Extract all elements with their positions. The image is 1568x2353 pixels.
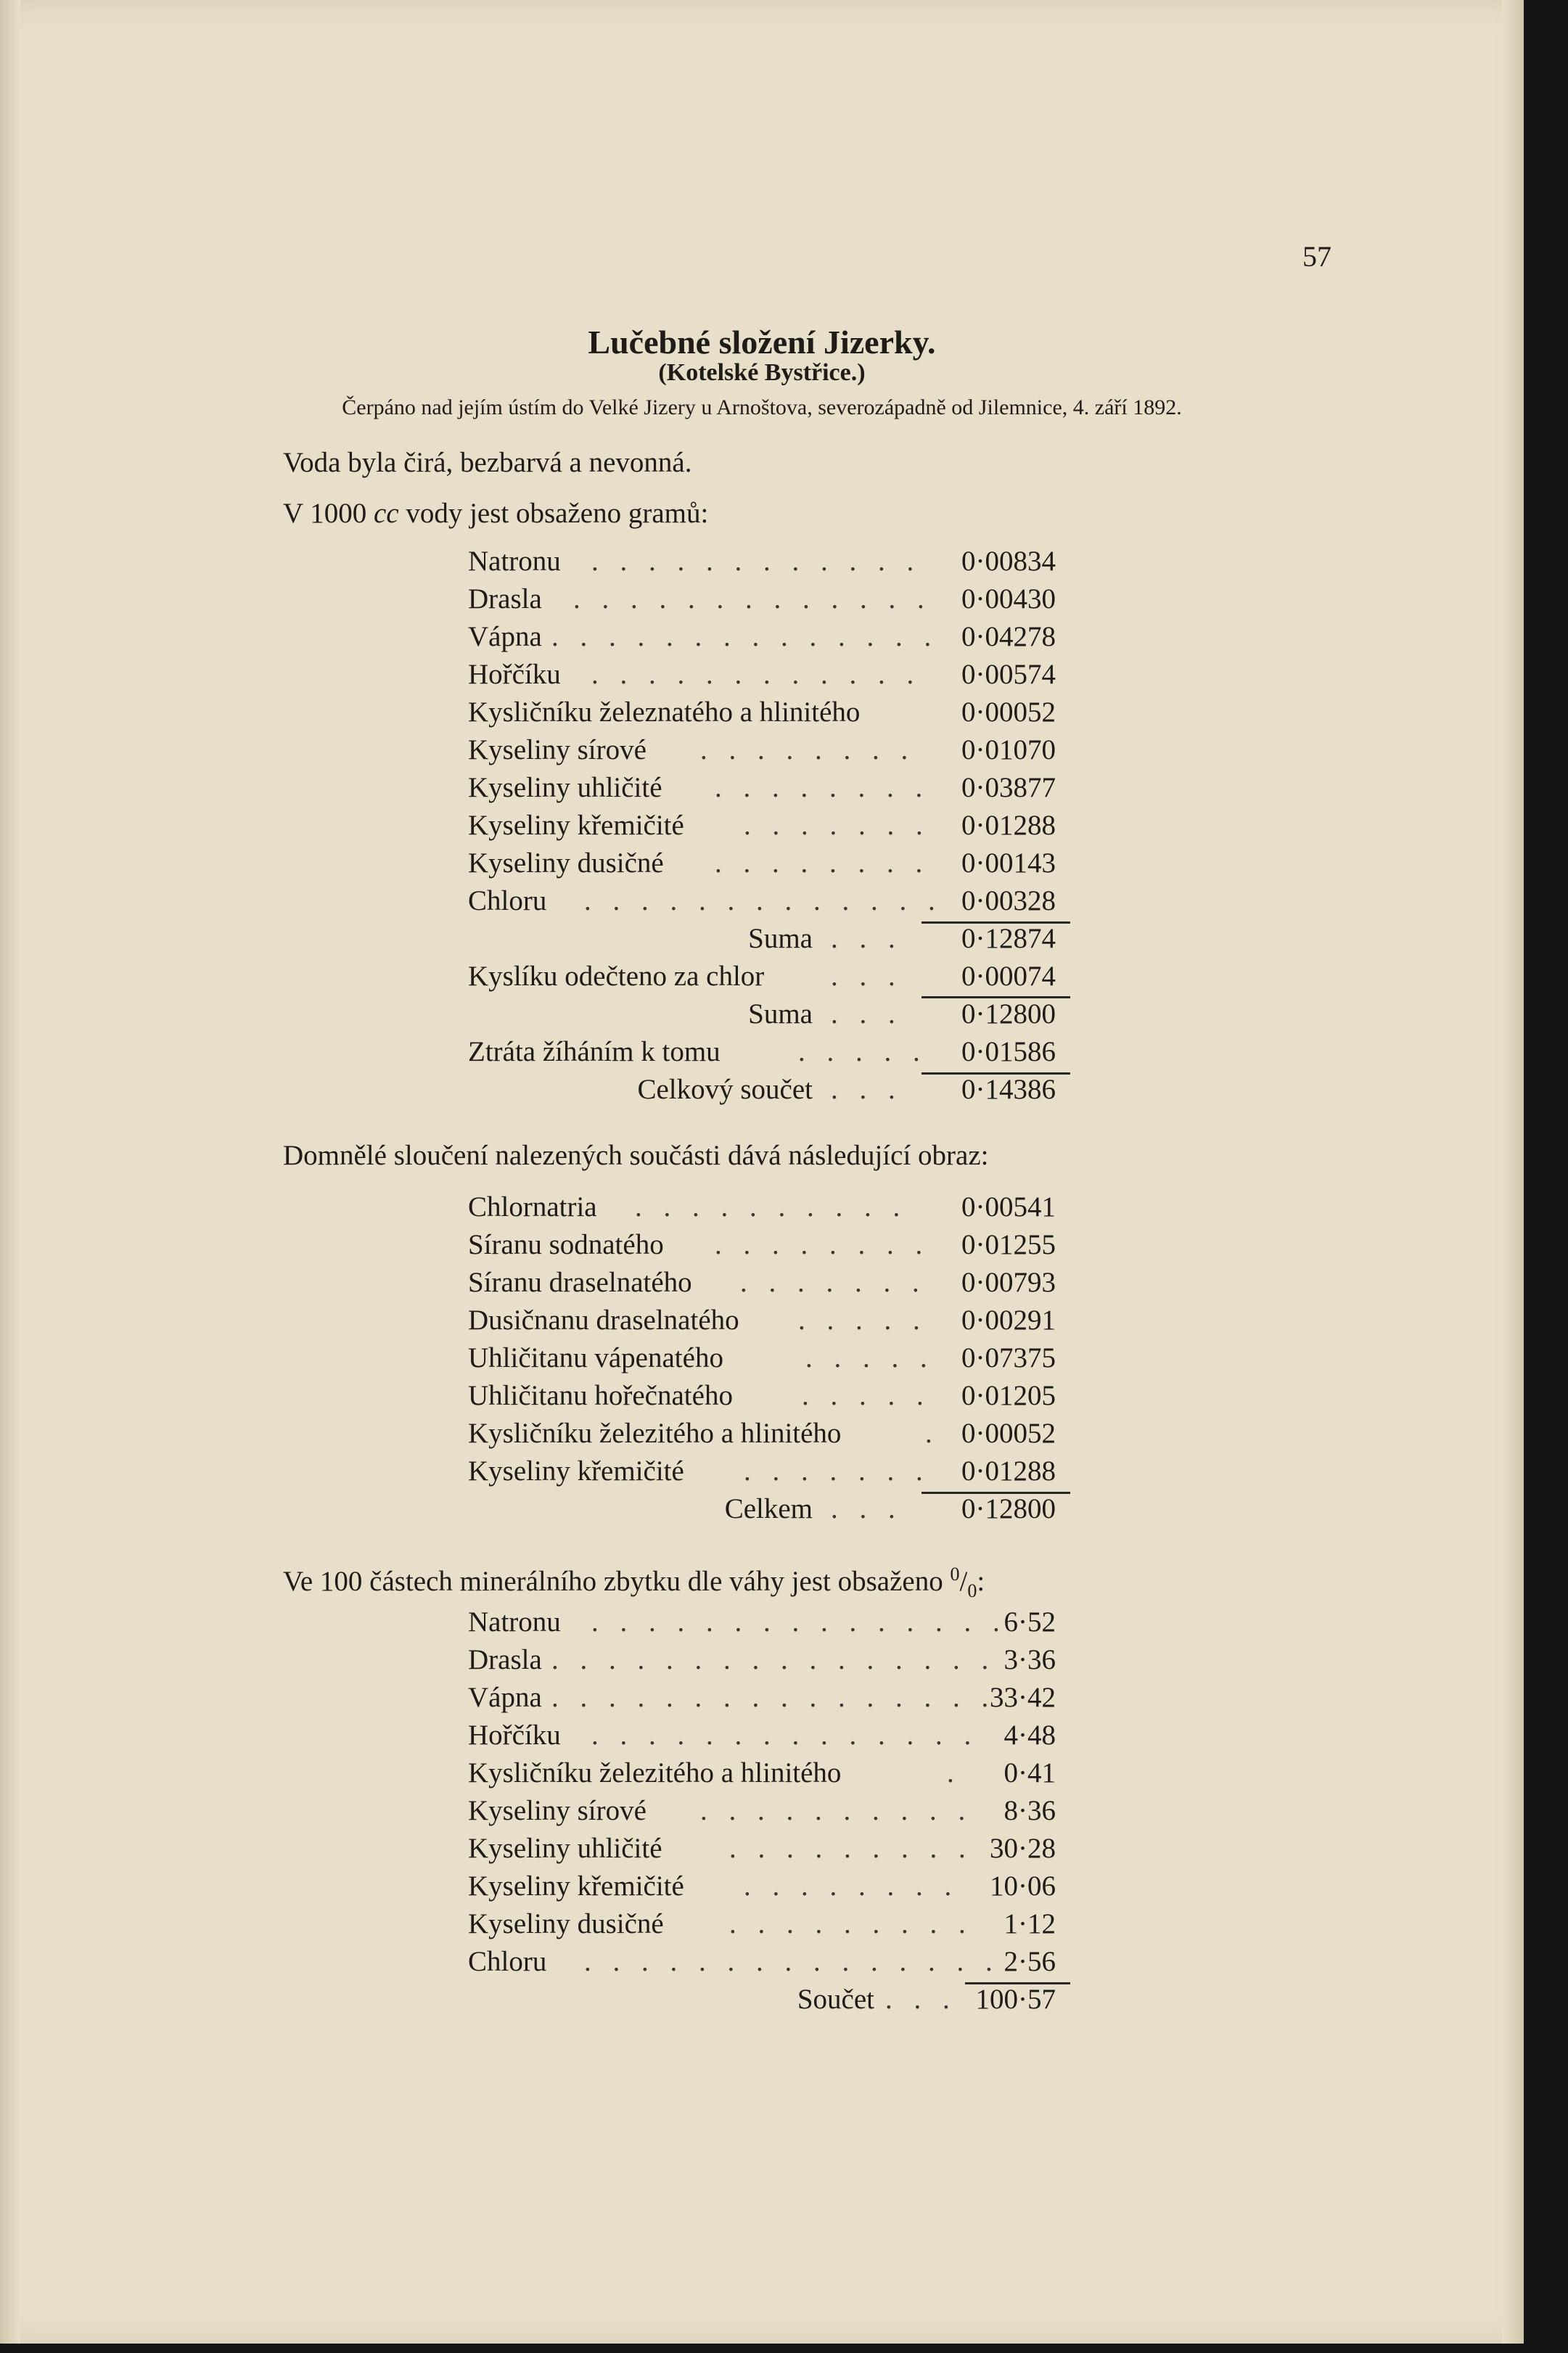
table-row xyxy=(468,958,1056,995)
row-value: 0·12800 xyxy=(961,1493,1056,1524)
percent-sup: 0 xyxy=(950,1564,960,1585)
row-label: Součet xyxy=(797,1984,874,2015)
leader-dots: . . . . . . . . xyxy=(715,847,930,879)
table-row xyxy=(468,920,1056,958)
row-label: Kyseliny sírové xyxy=(468,734,647,765)
row-value: 4·48 xyxy=(1003,1720,1056,1751)
leader-dots: . . . xyxy=(831,961,903,992)
leader-dots: . . . . . . . xyxy=(740,1267,927,1298)
row-label: Drasla xyxy=(468,583,542,615)
leader-dots: . . . . . . . xyxy=(744,1455,930,1487)
row-label: Celkem xyxy=(724,1493,813,1524)
table-row xyxy=(468,1033,1056,1071)
page-title: Lučebné složení Jizerky. xyxy=(588,324,936,361)
row-label: Kysličníku železnatého a hlinitého xyxy=(468,697,861,728)
row-value: 2·56 xyxy=(1003,1946,1056,1977)
row-label: Kyseliny dusičné xyxy=(468,1908,664,1939)
table-row xyxy=(468,1264,1056,1302)
row-label: Kyseliny uhličité xyxy=(468,772,662,803)
row-label: Natronu xyxy=(468,546,561,577)
percent-slash: / xyxy=(959,1566,968,1597)
leader-dots: . . . . . xyxy=(798,1305,927,1336)
row-value: 0·01205 xyxy=(961,1380,1056,1411)
leader-dots: . . . . . . . . . . . . . . . . xyxy=(551,1644,996,1675)
table-row xyxy=(468,1905,1056,1943)
sampling-note: Čerpáno nad jejím ústím do Velké Jizery u Arnoštova, severozápadně od Jilemnice, 4. září 1892. xyxy=(342,395,1182,419)
leader-dots: . . . xyxy=(831,998,903,1030)
row-label: Vápna xyxy=(468,621,542,652)
table-row xyxy=(468,1188,1056,1226)
table-row xyxy=(468,543,1056,580)
table-row xyxy=(468,1679,1056,1717)
table-row xyxy=(468,807,1056,845)
leader-dots: . . . . . . . . xyxy=(715,1229,930,1260)
table-row xyxy=(468,1415,1056,1453)
row-value: 0·03877 xyxy=(961,772,1056,803)
table-row xyxy=(468,580,1056,618)
row-value: 0·01288 xyxy=(961,1455,1056,1487)
table-row xyxy=(468,1339,1056,1377)
row-value: 0·00430 xyxy=(961,583,1056,615)
row-value: 6·52 xyxy=(1003,1606,1056,1638)
row-label: Síranu draselnatého xyxy=(468,1267,692,1298)
leader-dots: . . . . . . . . xyxy=(715,772,930,803)
row-value: 0·00052 xyxy=(961,1418,1056,1449)
row-label: Suma xyxy=(748,998,813,1030)
leader-dots: . . . . . xyxy=(805,1342,935,1373)
leader-dots: . . . xyxy=(831,1074,903,1105)
leader-dots: . . . . . . . xyxy=(744,810,930,841)
row-value: 0·01586 xyxy=(961,1036,1056,1067)
row-value: 0·12874 xyxy=(961,923,1056,954)
row-label: Kyseliny křemičité xyxy=(468,810,684,841)
row-label: Kyseliny křemičité xyxy=(468,1871,684,1902)
table-row xyxy=(468,618,1056,656)
row-value: 0·01070 xyxy=(961,734,1056,765)
row-label: Uhličitanu hořečnatého xyxy=(468,1380,733,1411)
table-row xyxy=(468,656,1056,694)
row-value: 0·00793 xyxy=(961,1267,1056,1298)
row-value: 0·00834 xyxy=(961,546,1056,577)
table-row xyxy=(468,1792,1056,1830)
page-number: 57 xyxy=(1302,240,1331,273)
table-row xyxy=(468,845,1056,882)
row-label: Drasla xyxy=(468,1644,542,1675)
row-value: 33·42 xyxy=(990,1682,1056,1713)
row-value: 0·07375 xyxy=(961,1342,1056,1373)
row-value: 30·28 xyxy=(990,1833,1056,1864)
table1-heading-unit: cc xyxy=(373,498,399,529)
heading-colon: : xyxy=(977,1566,985,1597)
leader-dots: . . . . . . . . xyxy=(744,1871,959,1902)
table-row xyxy=(468,1490,1056,1528)
row-label: Chlornatria xyxy=(468,1191,597,1223)
row-value: 0·00328 xyxy=(961,885,1056,916)
leader-dots: . . . . . . . . . . . . xyxy=(591,659,921,690)
leader-dots: . . . . . . . . . . . . xyxy=(591,546,921,577)
row-value: 0·41 xyxy=(1003,1757,1056,1789)
row-value: 0·14386 xyxy=(961,1074,1056,1105)
row-label: Síranu sodnatého xyxy=(468,1229,664,1260)
row-label: Kyslíku odečteno za chlor xyxy=(468,961,765,992)
row-label: Kysličníku železitého a hlinitého xyxy=(468,1757,842,1789)
row-label: Uhličitanu vápenatého xyxy=(468,1342,723,1373)
row-value: 8·36 xyxy=(1003,1795,1056,1826)
table-row xyxy=(468,1830,1056,1868)
table-row xyxy=(468,1943,1056,1981)
table1-heading xyxy=(283,497,708,530)
row-label: Hořčíku xyxy=(468,1720,561,1751)
leader-dots: . . . . . xyxy=(802,1380,931,1411)
leader-dots: . . . . . . . . . . . . . . . xyxy=(584,1946,1000,1977)
row-label: Kyseliny křemičité xyxy=(468,1455,684,1487)
table-row xyxy=(468,1603,1056,1641)
table-row xyxy=(468,1453,1056,1490)
row-value: 1·12 xyxy=(1003,1908,1056,1939)
table-row xyxy=(468,1754,1056,1792)
leader-dots: . . . . . . . . . . . . . xyxy=(584,885,943,916)
leader-dots: . . . . . . . . . . . . . . . xyxy=(591,1606,1007,1638)
leader-dots: . . . xyxy=(831,1493,903,1524)
table-row xyxy=(468,995,1056,1033)
row-label: Dusičnanu draselnatého xyxy=(468,1305,739,1336)
table-row xyxy=(468,769,1056,807)
row-value: 0·01288 xyxy=(961,810,1056,841)
leader-dots: . . . . . . . . xyxy=(700,734,916,765)
row-value: 10·06 xyxy=(990,1871,1056,1902)
row-label: Kyseliny dusičné xyxy=(468,847,664,879)
leader-dots: . xyxy=(925,1418,940,1449)
table-row xyxy=(468,1071,1056,1109)
row-label: Kyseliny uhličité xyxy=(468,1833,662,1864)
leader-dots: . . . . . . . . . . . . . . xyxy=(551,621,939,652)
table-row xyxy=(468,731,1056,769)
row-label: Kysličníku železitého a hlinitého xyxy=(468,1418,842,1449)
table2-heading: Domnělé sloučení nalezených součásti dává následující obraz: xyxy=(283,1140,989,1171)
leader-dots: . . . . . . . . . . . . . xyxy=(573,583,932,615)
table-row xyxy=(468,1377,1056,1415)
row-value: 0·00052 xyxy=(961,697,1056,728)
leader-dots: . . . xyxy=(831,923,903,954)
table1-heading-a: V 1000 xyxy=(283,498,374,529)
row-value: 3·36 xyxy=(1003,1644,1056,1675)
row-value: 0·00574 xyxy=(961,659,1056,690)
row-label: Celkový součet xyxy=(637,1074,813,1105)
row-value: 0·04278 xyxy=(961,621,1056,652)
row-label: Ztráta žíháním k tomu xyxy=(468,1036,721,1067)
leader-dots: . . . . . . . . . xyxy=(729,1908,973,1939)
table-row xyxy=(468,882,1056,920)
row-value: 100·57 xyxy=(975,1984,1056,2015)
row-label: Suma xyxy=(748,923,813,954)
row-label: Vápna xyxy=(468,1682,542,1713)
leader-dots: . . . . . xyxy=(798,1036,927,1067)
row-label: Chloru xyxy=(468,885,547,916)
table-row xyxy=(468,1302,1056,1339)
table3-heading-text: Ve 100 částech minerálního zbytku dle váhy jest obsaženo xyxy=(283,1566,951,1597)
row-label: Chloru xyxy=(468,1946,547,1977)
row-label: Hořčíku xyxy=(468,659,561,690)
row-value: 0·00291 xyxy=(961,1305,1056,1336)
leader-dots: . . . . . . . . . . . . . . xyxy=(591,1720,979,1751)
table-row xyxy=(468,1717,1056,1754)
page-subtitle: (Kotelské Bystřice.) xyxy=(658,359,866,386)
table-row xyxy=(468,1981,1056,2019)
leader-dots: . . . . . . . . . . xyxy=(700,1795,973,1826)
row-value: 0·00074 xyxy=(961,961,1056,992)
table-row xyxy=(468,1641,1056,1679)
row-value: 0·01255 xyxy=(961,1229,1056,1260)
table-row xyxy=(468,1868,1056,1905)
leader-dots: . . . xyxy=(885,1984,957,2015)
row-label: Natronu xyxy=(468,1606,561,1638)
row-value: 0·00541 xyxy=(961,1191,1056,1223)
row-value: 0·00143 xyxy=(961,847,1056,879)
percent-sub: 0 xyxy=(967,1580,977,1601)
leader-dots: . . . . . . . . . xyxy=(729,1833,973,1864)
table-row xyxy=(468,1226,1056,1264)
table-row xyxy=(468,694,1056,731)
leader-dots: . . . . . . . . . . xyxy=(635,1191,908,1223)
row-label: Kyseliny sírové xyxy=(468,1795,647,1826)
row-value: 0·12800 xyxy=(961,998,1056,1030)
table1-heading-c: vody jest obsaženo gramů: xyxy=(398,498,709,529)
leader-dots: . . . . . . . . . . . . . . . . xyxy=(551,1682,996,1713)
intro-text: Voda byla čirá, bezbarvá a nevonná. xyxy=(283,447,692,478)
table3-heading xyxy=(283,1564,985,1602)
leader-dots: . xyxy=(947,1757,961,1789)
